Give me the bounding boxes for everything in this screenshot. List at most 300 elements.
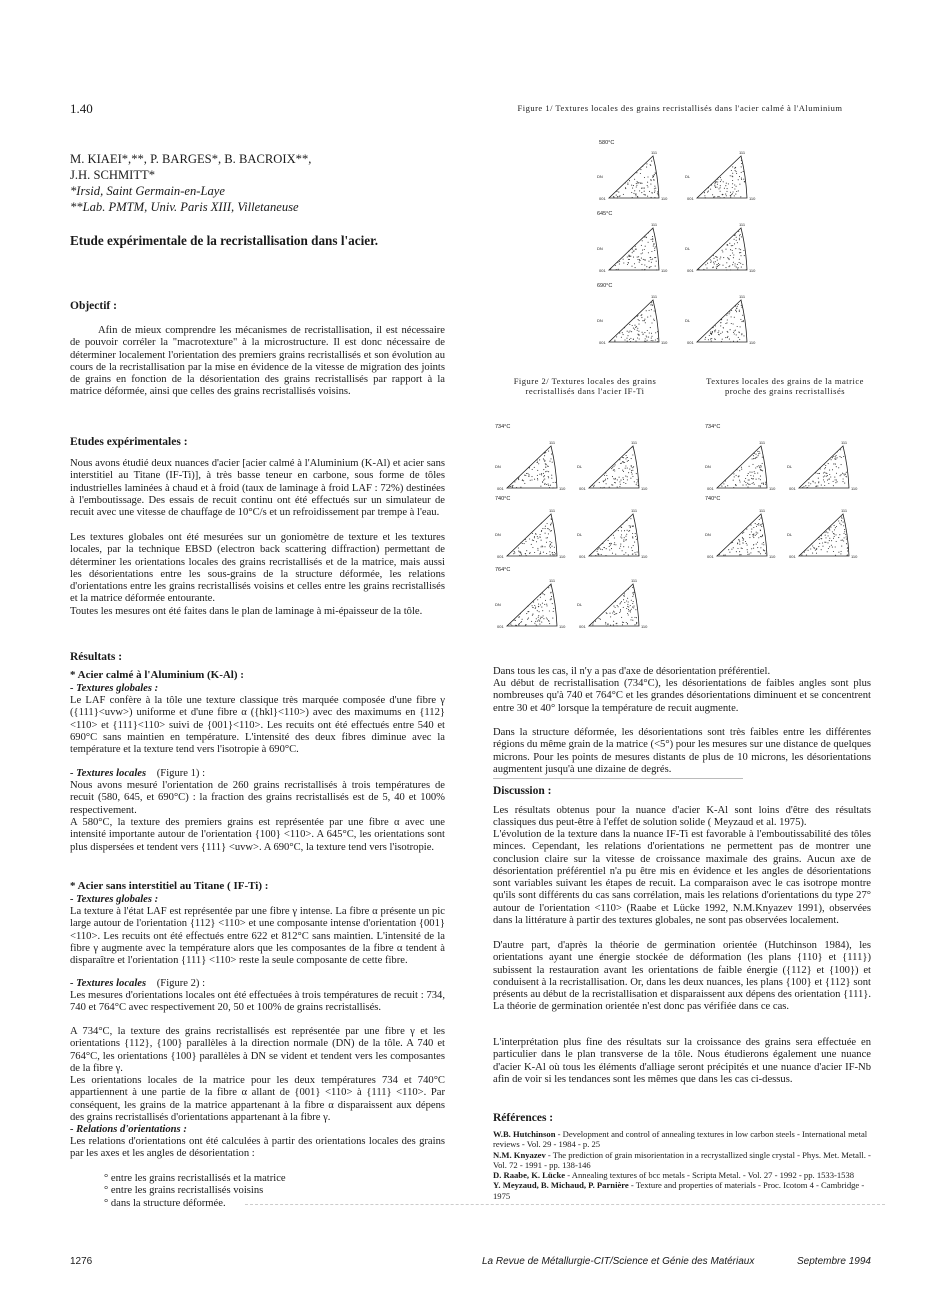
- orientation-point: [623, 334, 624, 335]
- orientation-point: [715, 325, 716, 326]
- orientation-point: [736, 311, 737, 312]
- orientation-point: [532, 605, 533, 606]
- orientation-point: [651, 302, 652, 303]
- orientation-point: [603, 481, 604, 482]
- orientation-point: [535, 608, 536, 609]
- orientation-point: [602, 487, 603, 488]
- orientation-point: [632, 325, 633, 326]
- orientation-point: [510, 486, 511, 487]
- orientation-point: [636, 194, 637, 195]
- orientation-point: [718, 263, 719, 264]
- orientation-point: [730, 329, 731, 330]
- pole-figure: [683, 292, 763, 355]
- figure-1-caption: Figure 1/ Textures locales des grains recristallisés dans l'acier calmé à l'Aluminium: [517, 103, 843, 113]
- orientation-point: [538, 463, 539, 464]
- orientation-point: [614, 340, 615, 341]
- orientation-point: [841, 524, 842, 525]
- orientation-point: [833, 485, 834, 486]
- orientation-point: [539, 459, 540, 460]
- orientation-point: [716, 268, 717, 269]
- orientation-point: [652, 238, 653, 239]
- paper-title: Etude expérimentale de la recristallisation dans l'acier.: [70, 233, 379, 248]
- orientation-point: [841, 517, 842, 518]
- orientation-point: [647, 185, 648, 186]
- orientation-point: [729, 243, 730, 244]
- orientation-point: [657, 338, 658, 339]
- orientation-point: [529, 467, 530, 468]
- orientation-point: [629, 331, 630, 332]
- orientation-point: [739, 239, 740, 240]
- orientation-point: [650, 179, 651, 180]
- orientation-point: [628, 606, 629, 607]
- pole-label-001: 001: [707, 554, 714, 559]
- orientation-point: [758, 453, 759, 454]
- pole-label-110: 110: [559, 624, 566, 629]
- orientation-point: [649, 332, 650, 333]
- orientation-point: [548, 484, 549, 485]
- orientation-point: [822, 542, 823, 543]
- orientation-point: [609, 543, 610, 544]
- orientation-point: [751, 531, 752, 532]
- orientation-point: [755, 523, 756, 524]
- orientation-point: [555, 553, 556, 554]
- orientation-point: [742, 537, 743, 538]
- orientation-point: [619, 196, 620, 197]
- orientation-point: [825, 535, 826, 536]
- orientation-point: [732, 193, 733, 194]
- orientation-point: [742, 538, 743, 539]
- pole-label-111: 111: [841, 440, 848, 445]
- reference-text: - Development and control of annealing textures in low carbon steels - International metal reviews - Vol. 29 - 1984 - p. 25: [493, 1129, 868, 1150]
- pole-label-111: 111: [739, 294, 746, 299]
- orientation-point: [552, 554, 553, 555]
- orientation-point: [725, 323, 726, 324]
- ifti-local-label: - Textures locales: [70, 978, 147, 989]
- orientation-point: [514, 481, 515, 482]
- orientation-point: [739, 470, 740, 471]
- orientation-point: [731, 245, 732, 246]
- orientation-point: [624, 339, 625, 340]
- orientation-point: [526, 550, 527, 551]
- orientation-point: [723, 257, 724, 258]
- orientation-point: [618, 192, 619, 193]
- list-item: ° dans la structure déformée.: [104, 1197, 226, 1209]
- orientation-point: [549, 541, 550, 542]
- orientation-point: [519, 623, 520, 624]
- orientation-point: [612, 612, 613, 613]
- orientation-point: [762, 457, 763, 458]
- orientation-point: [733, 547, 734, 548]
- pole-label-001: 001: [579, 554, 586, 559]
- orientation-point: [748, 479, 749, 480]
- orientation-point: [626, 539, 627, 540]
- orientation-point: [628, 611, 629, 612]
- orientation-point: [698, 269, 699, 270]
- orientation-point: [737, 268, 738, 269]
- pole-label-110: 110: [559, 486, 566, 491]
- orientation-point: [629, 256, 630, 257]
- pole-label-111: 111: [841, 508, 848, 513]
- pole-label-001: 001: [599, 196, 606, 201]
- orientation-point: [648, 261, 649, 262]
- orientation-point: [647, 182, 648, 183]
- orientation-point: [731, 323, 732, 324]
- orientation-point: [645, 195, 646, 196]
- orientation-point: [737, 548, 738, 549]
- orientation-point: [598, 548, 599, 549]
- orientation-point: [542, 481, 543, 482]
- orientation-point: [840, 475, 841, 476]
- discussion-heading: [493, 781, 871, 799]
- orientation-point: [726, 183, 727, 184]
- orientation-point: [758, 455, 759, 456]
- orientation-point: [631, 466, 632, 467]
- orientation-point: [738, 337, 739, 338]
- orientation-point: [543, 452, 544, 453]
- discussion-p1: Les résultats obtenus pour la nuance d'acier K-Al sont loins d'être des résultats classiques dus peut-être à l'effet de solution solide ( Meyzaud et al. 1975).: [493, 805, 871, 829]
- orientation-point: [714, 263, 715, 264]
- orientation-point: [825, 542, 826, 543]
- orientation-point: [653, 246, 654, 247]
- orientation-point: [657, 341, 658, 342]
- orientation-point: [829, 546, 830, 547]
- orientation-point: [824, 475, 825, 476]
- orientation-point: [551, 599, 552, 600]
- orientation-point: [538, 615, 539, 616]
- orientation-point: [647, 340, 648, 341]
- orientation-point: [550, 592, 551, 593]
- orientation-point: [539, 611, 540, 612]
- pole-label-001: 001: [579, 624, 586, 629]
- orientation-point: [544, 484, 545, 485]
- orientation-point: [642, 250, 643, 251]
- orientation-point: [815, 482, 816, 483]
- orientation-point: [619, 486, 620, 487]
- orientation-point: [656, 261, 657, 262]
- orientation-point: [823, 472, 824, 473]
- orientation-point: [614, 470, 615, 471]
- pole-label-001: 001: [579, 486, 586, 491]
- orientation-point: [738, 539, 739, 540]
- orientation-point: [537, 610, 538, 611]
- orientation-point: [628, 554, 629, 555]
- orientation-point: [652, 175, 653, 176]
- orientation-point: [637, 330, 638, 331]
- orientation-point: [641, 192, 642, 193]
- orientation-point: [637, 481, 638, 482]
- orientation-point: [730, 195, 731, 196]
- orientation-point: [549, 487, 550, 488]
- orientation-point: [636, 183, 637, 184]
- orientation-point: [732, 180, 733, 181]
- orientation-point: [627, 598, 628, 599]
- orientation-point: [619, 548, 620, 549]
- orientation-point: [536, 624, 537, 625]
- orientation-point: [604, 475, 605, 476]
- orientation-point: [615, 530, 616, 531]
- orientation-point: [553, 555, 554, 556]
- etudes-p3: Toutes les mesures ont été faites dans le plan de laminage à mi-épaisseur de la tôle.: [70, 606, 423, 617]
- orientation-point: [636, 484, 637, 485]
- orientation-point: [523, 480, 524, 481]
- orientation-point: [764, 550, 765, 551]
- pole-label-001: 001: [599, 340, 606, 345]
- pole-figure: [493, 576, 573, 639]
- orientation-point: [722, 194, 723, 195]
- orientation-point: [627, 613, 628, 614]
- orientation-point: [752, 534, 753, 535]
- orientation-point: [727, 313, 728, 314]
- orientation-point: [537, 475, 538, 476]
- orientation-point: [726, 195, 727, 196]
- orientation-point: [627, 184, 628, 185]
- orientation-point: [812, 545, 813, 546]
- orientation-point: [761, 470, 762, 471]
- orientation-point: [751, 472, 752, 473]
- orientation-point: [550, 554, 551, 555]
- orientation-point: [836, 479, 837, 480]
- orientation-point: [755, 457, 756, 458]
- orientation-point: [716, 187, 717, 188]
- issue-date: Septembre 1994: [797, 1256, 871, 1267]
- objectif-heading: [70, 296, 445, 314]
- reference-item: [493, 1129, 871, 1150]
- orientation-point: [736, 191, 737, 192]
- orientation-point: [656, 269, 657, 270]
- orientation-point: [620, 546, 621, 547]
- orientation-point: [624, 530, 625, 531]
- orientation-point: [625, 483, 626, 484]
- orientation-point: [538, 604, 539, 605]
- orientation-point: [619, 261, 620, 262]
- orientation-point: [804, 552, 805, 553]
- orientation-point: [632, 550, 633, 551]
- orientation-point: [655, 332, 656, 333]
- orientation-point: [526, 555, 527, 556]
- pole-figure: [493, 506, 573, 569]
- orientation-point: [647, 330, 648, 331]
- pole-figure-svg: [703, 506, 783, 564]
- orientation-point: [747, 475, 748, 476]
- orientation-point: [597, 549, 598, 550]
- orientation-point: [760, 486, 761, 487]
- orientation-point: [620, 609, 621, 610]
- orientation-point: [605, 555, 606, 556]
- orientation-point: [600, 619, 601, 620]
- orientation-point: [736, 171, 737, 172]
- orientation-point: [710, 189, 711, 190]
- orientation-point: [615, 554, 616, 555]
- reference-authors: Y. Meyzaud, B. Michaud, P. Parnière: [493, 1180, 629, 1191]
- orientation-point: [616, 195, 617, 196]
- orientation-point: [632, 537, 633, 538]
- reference-list: [493, 1129, 871, 1201]
- orientation-point: [716, 181, 717, 182]
- orientation-point: [829, 478, 830, 479]
- orientation-point: [625, 458, 626, 459]
- orientation-point: [619, 477, 620, 478]
- orientation-point: [736, 267, 737, 268]
- orientation-point: [816, 553, 817, 554]
- orientation-point: [741, 166, 742, 167]
- orientation-point: [524, 475, 525, 476]
- orientation-point: [743, 179, 744, 180]
- orientation-point: [658, 194, 659, 195]
- orientation-point: [731, 549, 732, 550]
- orientation-point: [612, 485, 613, 486]
- orientation-point: [730, 269, 731, 270]
- orientation-point: [657, 193, 658, 194]
- orientation-point: [531, 476, 532, 477]
- orientation-point: [728, 258, 729, 259]
- orientation-point: [539, 474, 540, 475]
- orientation-point: [624, 537, 625, 538]
- orientation-point: [635, 246, 636, 247]
- orientation-point: [612, 476, 613, 477]
- orientation-point: [623, 622, 624, 623]
- orientation-point: [756, 544, 757, 545]
- orientation-point: [740, 255, 741, 256]
- orientation-point: [648, 232, 649, 233]
- orientation-point: [836, 466, 837, 467]
- orientation-point: [537, 470, 538, 471]
- pole-label-111: 111: [651, 294, 658, 299]
- orientation-point: [541, 474, 542, 475]
- orientation-point: [632, 454, 633, 455]
- orientation-point: [627, 341, 628, 342]
- orientation-point: [549, 529, 550, 530]
- orientation-point: [823, 476, 824, 477]
- orientation-point: [518, 479, 519, 480]
- orientation-point: [621, 534, 622, 535]
- orientation-point: [738, 190, 739, 191]
- orientation-point: [622, 332, 623, 333]
- orientation-point: [535, 607, 536, 608]
- pole-figure-svg: [683, 220, 763, 278]
- direction-label: DL: [787, 532, 793, 537]
- orientation-point: [741, 172, 742, 173]
- orientation-point: [713, 262, 714, 263]
- orientation-point: [623, 457, 624, 458]
- pole-figure-svg: [493, 438, 573, 496]
- orientation-point: [520, 487, 521, 488]
- orientation-point: [552, 462, 553, 463]
- orientation-point: [554, 547, 555, 548]
- orientation-point: [548, 485, 549, 486]
- orientation-point: [720, 325, 721, 326]
- orientation-point: [763, 484, 764, 485]
- orientation-point: [638, 324, 639, 325]
- orientation-point: [636, 623, 637, 624]
- orientation-point: [753, 527, 754, 528]
- orientation-point: [723, 327, 724, 328]
- orientation-point: [644, 249, 645, 250]
- orientation-point: [713, 255, 714, 256]
- orientation-point: [636, 482, 637, 483]
- orientation-point: [846, 536, 847, 537]
- orientation-point: [829, 470, 830, 471]
- orientation-point: [543, 476, 544, 477]
- orientation-point: [844, 483, 845, 484]
- orientation-point: [739, 480, 740, 481]
- orientation-point: [626, 455, 627, 456]
- orientation-point: [528, 611, 529, 612]
- orientation-point: [531, 544, 532, 545]
- orientation-point: [754, 484, 755, 485]
- orientation-point: [540, 604, 541, 605]
- orientation-point: [714, 196, 715, 197]
- orientation-point: [624, 593, 625, 594]
- orientation-point: [808, 550, 809, 551]
- orientation-point: [710, 339, 711, 340]
- orientation-point: [515, 479, 516, 480]
- orientation-point: [742, 315, 743, 316]
- orientation-point: [759, 453, 760, 454]
- orientation-point: [718, 188, 719, 189]
- orientation-point: [623, 541, 624, 542]
- orientation-point: [739, 554, 740, 555]
- orientation-point: [637, 552, 638, 553]
- orientation-point: [637, 181, 638, 182]
- orientation-point: [528, 474, 529, 475]
- orientation-point: [620, 611, 621, 612]
- orientation-point: [649, 191, 650, 192]
- orientation-point: [730, 341, 731, 342]
- orientation-point: [705, 337, 706, 338]
- orientation-point: [541, 523, 542, 524]
- orientation-point: [743, 532, 744, 533]
- orientation-point: [613, 535, 614, 536]
- orientation-point: [543, 473, 544, 474]
- orientation-point: [644, 177, 645, 178]
- orientation-point: [733, 341, 734, 342]
- orientation-point: [833, 456, 834, 457]
- orientation-point: [811, 543, 812, 544]
- authors-line-1: M. KIAEI*,**, P. BARGES*, B. BACROIX**,: [70, 152, 312, 166]
- orientation-point: [537, 625, 538, 626]
- orientation-point: [728, 266, 729, 267]
- orientation-point: [628, 546, 629, 547]
- orientation-point: [533, 602, 534, 603]
- orientation-point: [546, 537, 547, 538]
- orientation-point: [824, 481, 825, 482]
- orientation-point: [732, 250, 733, 251]
- orientation-point: [819, 543, 820, 544]
- orientation-point: [543, 458, 544, 459]
- orientation-point: [836, 473, 837, 474]
- orientation-point: [534, 537, 535, 538]
- orientation-point: [551, 523, 552, 524]
- orientation-point: [632, 252, 633, 253]
- orientation-point: [608, 537, 609, 538]
- pole-label-110: 110: [641, 624, 648, 629]
- orientation-point: [647, 176, 648, 177]
- orientation-point: [844, 531, 845, 532]
- orientation-point: [741, 334, 742, 335]
- orientation-point: [621, 527, 622, 528]
- orientation-point: [758, 537, 759, 538]
- triangle-outline: [697, 300, 747, 342]
- orientation-point: [613, 478, 614, 479]
- orientation-point: [639, 190, 640, 191]
- orientation-point: [720, 181, 721, 182]
- orientation-point: [735, 170, 736, 171]
- orientation-point: [554, 554, 555, 555]
- orientation-point: [535, 621, 536, 622]
- orientation-point: [650, 266, 651, 267]
- orientation-point: [725, 267, 726, 268]
- pole-figure: [575, 506, 655, 569]
